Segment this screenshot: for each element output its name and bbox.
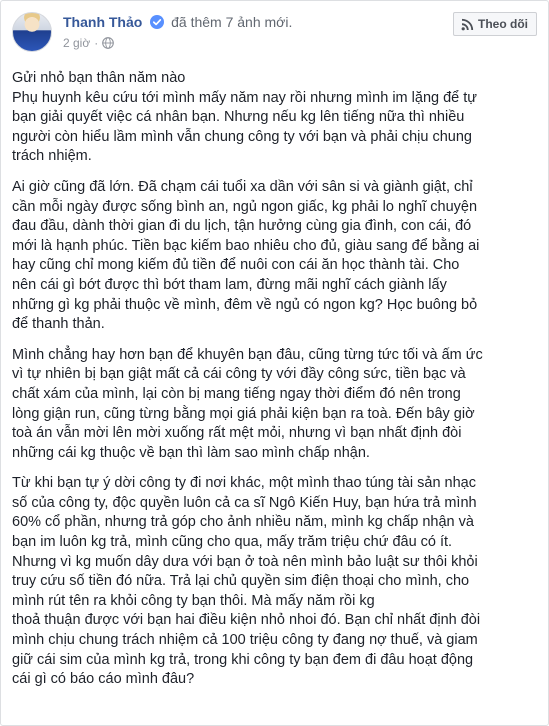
post-text-line: bạn im luôn kg trả, mình cũng cho qua, mấy trăm triệu chứ đâu có ít. [12, 534, 453, 551]
post-text-line: hay cũng chỉ mong kiếm đủ tiền để nuôi con cái ăn học thành tài. Cho [12, 257, 460, 274]
post-text-line: cái gì có báo cáo mình đâu? [12, 671, 195, 688]
post-text-line: những cái kg thuộc về bạn thì làm sao mình chấp nhận. [12, 444, 370, 461]
post-text-line: Mình chẳng hay hơn bạn để khuyên bạn đâu, cũng từng tức tối và ấm ức [12, 346, 483, 363]
verified-badge-icon [150, 15, 164, 29]
post-paragraph [12, 178, 540, 335]
post-text-line: nên cái gì bớt được thì bớt tham lam, đừng mãi nghĩ cách giành lấy [12, 276, 447, 293]
post-text-line: cần mỗi ngày được sống bình an, ngủ ngon giấc, kg phải lo nghĩ chuyện [12, 198, 478, 215]
post-text-line: Từ khi bạn tự ý dời công ty đi nơi khác, một mình thao túng tài sản nhạc [12, 475, 476, 492]
post-text-line: Gửi nhỏ bạn thân năm nào [12, 70, 186, 86]
post-text-line: truy cứu số tiền đó nữa. Trả lại chủ quyền sim điện thoại cho mình, cho [12, 573, 470, 590]
post-header [1, 1, 548, 57]
post-text-line: bạn giải quyết việc cá nhân bạn. Nhưng nếu kg lên tiếng nữa thì nhiều [12, 109, 465, 126]
post-paragraph [12, 69, 540, 167]
globe-icon[interactable] [102, 37, 114, 49]
post-timestamp[interactable]: 2 giờ [63, 36, 91, 50]
post-text-line: lòng giận run, cũng từng bằng mọi giá phải kiện bạn ra toà. Đến bây giờ [12, 405, 475, 422]
post-text-line: mình chịu chung trách nhiệm cả 100 triệu công ty đang nợ thuế, và giam [12, 632, 478, 649]
post-body [12, 69, 540, 690]
post-text-line: Ai giờ cũng đã lớn. Đã chạm cái tuổi xa dần với sân si và giành giật, chỉ [12, 178, 473, 195]
post-paragraph [12, 474, 540, 690]
post-text-line: những gì kg phải thuộc về mình, đêm về ngủ có ngon kg? Học buông bỏ [12, 296, 478, 313]
post-paragraph [12, 346, 540, 464]
post-text-line: 60% cổ phần, nhưng trả góp cho ảnh nhiều năm, mình kg chấp nhận và [12, 514, 474, 531]
author-line [63, 14, 292, 30]
post-text-line: người còn hiểu lầm mình vẫn chung công ty với bạn và phải chịu chung [12, 128, 472, 145]
rss-icon [461, 18, 474, 31]
post-action-text: đã thêm 7 ảnh mới. [171, 14, 293, 30]
post-text-line: để thanh thản. [12, 316, 105, 333]
author-name[interactable]: Thanh Thảo [63, 14, 143, 30]
post-text-line: số của công ty, độc quyền luôn cả ca sĩ Ngô Kiến Huy, bạn hứa trả mình [12, 494, 477, 511]
post-text-line: giữ cái sim của mình kg trả, trong khi công ty bạn đem đi đâu hoạt động [12, 651, 474, 668]
post-text-line: mình rút tên ra khỏi công ty bạn thôi. Mà mấy năm rồi kg [12, 592, 375, 609]
follow-button-label: Theo dõi [478, 17, 528, 31]
follow-button[interactable] [453, 12, 537, 36]
post-text-line: đau đầu, dành thời gian đi du lịch, tận hưởng cùng gia đình, con cái, đó [12, 218, 472, 235]
post-text-line: chất xám của mình, lại còn bị mang tiếng ngay thời điểm đó nên trong [12, 385, 461, 402]
post-text-line: thoả thuận được với bạn hai điều kiện nhỏ nhoi đó. Bạn chỉ nhất định đòi [12, 612, 481, 629]
post-text-line: Phụ huynh kêu cứu tới mình mấy năm nay rồi nhưng mình im lặng để tự [12, 89, 477, 106]
author-avatar[interactable] [12, 12, 52, 52]
post-text-line: trách nhiệm. [12, 148, 92, 165]
post-text-line: Nhưng vì kg muốn dây dưa với bạn ở toà nên mình bảo luật sư thôi khỏi [12, 553, 478, 570]
meta-separator: · [94, 36, 99, 50]
post-text-line: vì tự nhiên bị bạn giật mất cả cái công ty với đầy công sức, tiền bạc và [12, 366, 466, 383]
post-text-line: toà án vẫn mời lên mời xuống rất mệt mỏi, nhưng vì bạn nhất định đòi [12, 425, 462, 442]
post-meta [63, 36, 114, 50]
post-text-line: mới là hạnh phúc. Tiền bạc kiếm bao nhiêu cho đủ, giàu sang để bằng ai [12, 237, 480, 254]
